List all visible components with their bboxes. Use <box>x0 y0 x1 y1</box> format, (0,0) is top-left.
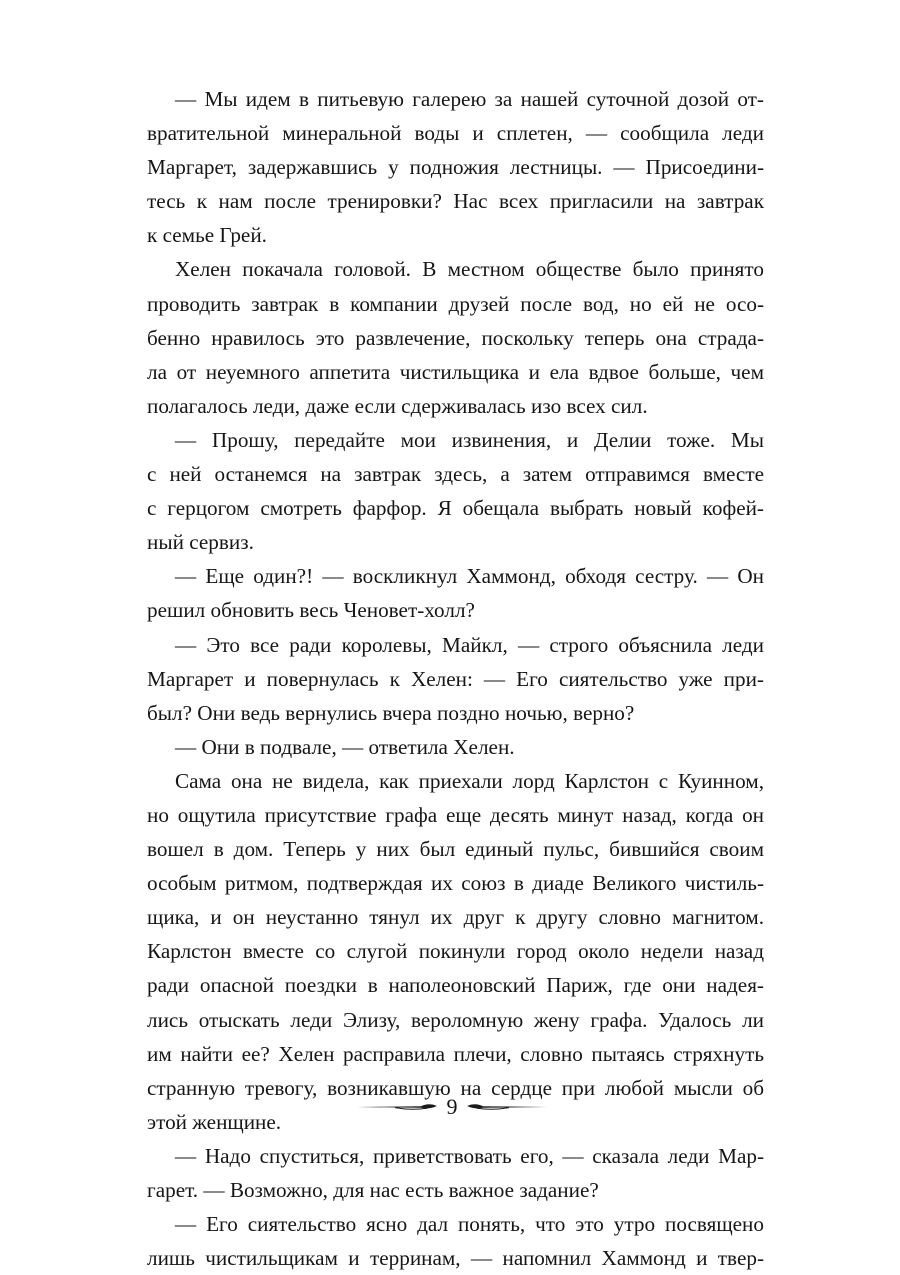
text-line: тесь к нам после тренировки? Нас всех пригласили на завтрак <box>147 189 764 214</box>
text-line: им найти ее? Хелен расправила плечи, словно пытаясь стряхнуть <box>147 1041 764 1066</box>
text-line: щика, и он неустанно тянул их друг к другу словно магнитом. <box>147 905 764 930</box>
text-line: Маргарет и повернулась к Хелен: — Его сиятельство уже при- <box>147 666 764 691</box>
paragraph <box>147 559 764 627</box>
text-line: к семье Грей. <box>147 223 267 248</box>
text-line: — Мы идем в питьевую галерею за нашей суточной дозой от- <box>175 87 764 111</box>
text-line: Сама она не видела, как приехали лорд Карлстон с Куинном, <box>175 768 764 793</box>
text-line: ла от неуемного аппетита чистильщика и ела вдвое больше, чем <box>147 359 764 384</box>
text-line: особым ритмом, подтверждая их союз в диаде Великого чистиль- <box>147 871 764 896</box>
paragraph <box>147 1139 764 1207</box>
text-line: с ней останемся на завтрак здесь, а затем отправимся вместе <box>147 462 764 487</box>
paragraph <box>147 730 764 764</box>
text-line: — Еще один?! — воскликнул Хаммонд, обходя сестру. — Он <box>175 564 764 589</box>
text-line: лишь чистильщикам и терринам, — напомнил Хаммонд и твер- <box>147 1246 764 1271</box>
text-line: этой женщине. <box>147 1109 282 1134</box>
text-line: с герцогом смотреть фарфор. Я обещала выбрать новый кофей- <box>147 496 764 521</box>
text-line: — Это все ради королевы, Майкл, — строго объяснила леди <box>175 632 764 657</box>
text-line: — Прошу, передайте мои извинения, и Делии тоже. Мы <box>175 427 764 452</box>
text-line: вратительной минеральной воды и сплетен, — сообщила леди <box>147 121 764 146</box>
text-line: был? Они ведь вернулись вчера поздно ночью, верно? <box>147 700 635 725</box>
page-folio <box>355 1089 549 1125</box>
text-line: — Его сиятельство ясно дал понять, что это утро посвящено <box>175 1212 764 1237</box>
text-line: Хелен покачала головой. В местном обществе было принято <box>175 257 764 282</box>
text-line: Карлстон вместе со слугой покинули город около недели назад <box>147 939 764 964</box>
text-line: полагалось леди, даже если сдерживалась изо всех сил. <box>147 393 648 418</box>
text-line: Маргарет, задержавшись у подножия лестницы. — Присоедини- <box>147 155 764 180</box>
paragraph <box>147 82 764 252</box>
text-line: — Надо спуститься, приветствовать его, — сказала леди Мар- <box>175 1143 764 1168</box>
text-line: — Они в подвале, — ответила Хелен. <box>175 734 515 759</box>
text-line: лись отыскать леди Элизу, вероломную жену графа. Удалось ли <box>147 1007 764 1032</box>
paragraph <box>147 423 764 559</box>
text-line: гарет. — Возможно, для нас есть важное задание? <box>147 1178 599 1202</box>
text-line: бенно нравилось это развлечение, поскольку теперь она страда- <box>147 325 764 350</box>
paragraph <box>147 1207 764 1275</box>
paragraph <box>147 252 764 422</box>
text-line: но ощутила присутствие графа еще десять минут назад, когда он <box>147 802 764 827</box>
text-line: странную тревогу, возникавшую на сердце при любой мысли об <box>147 1075 764 1100</box>
paragraph <box>147 628 764 730</box>
paragraph <box>147 764 764 1139</box>
page-number: 9 <box>446 1094 458 1119</box>
text-line: проводить завтрак в компании друзей после вод, но ей не осо- <box>147 291 764 316</box>
text-line: ный сервиз. <box>147 530 254 555</box>
text-line: решил обновить весь Ченовет-холл? <box>147 598 475 623</box>
text-line: ради опасной поездки в наполеоновский Париж, где они надея- <box>147 973 764 998</box>
text-line: вошел в дом. Теперь у них был единый пульс, бившийся своим <box>147 837 764 862</box>
